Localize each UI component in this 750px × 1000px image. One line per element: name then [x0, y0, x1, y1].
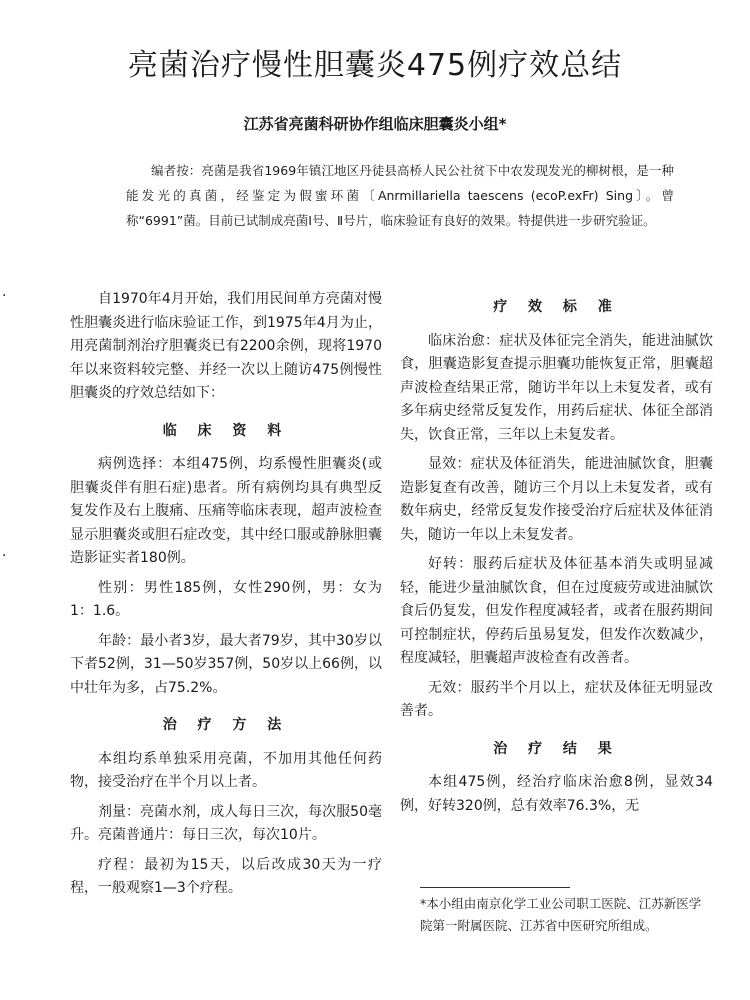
margin-mark: · — [2, 548, 7, 564]
article-title: 亮菌治疗慢性胆囊炎475例疗效总结 — [127, 48, 623, 83]
method-paragraph: 本组均系单独采用亮菌，不加用其他任何药物，接受治疗在半个月以上者。 — [70, 750, 382, 790]
footnote-divider — [420, 887, 570, 888]
cure-criteria-paragraph: 临床治愈：症状及体征完全消失，能进油腻饮食，胆囊造影复查提示胆囊功能恢复正常，胆囊超声波检查结果正常，随访半年以上未复发者，或有多年病史经常反复发作，用药后症状、体征全部消失，饮食正常，三年以上未复发者。 — [400, 332, 713, 443]
section-heading-clinical-data: 临 床 资 料 — [162, 422, 290, 439]
section-heading-treatment-method: 治 疗 方 法 — [162, 717, 290, 733]
article-author: 江苏省亮菌科研协作组临床胆囊炎小组* — [243, 115, 507, 133]
improved-criteria-paragraph: 好转：服药后症状及体征基本消失或明显减轻，能进少量油腻饮食，但在过度疲劳或进油腻饮食后仍复发，但发作程度减轻者，或者在服药期间可控制症状，停药后虽易复发，但发作次数减少，程度减轻，胆囊超声波检查有改善者。 — [400, 556, 713, 666]
age-paragraph: 年龄：最小者3岁，最大者79岁，其中30岁以下者52例，31—50岁357例，50岁以上66例，以中壮年为多，占75.2%。 — [70, 632, 382, 696]
results-paragraph: 本组475例，经治疗临床治愈8例，显效34例，好转320例，总有效率76.3%，无 — [400, 774, 713, 814]
gender-paragraph: 性别：男性185例，女性290例，男：女为1：1.6。 — [70, 579, 382, 619]
case-selection-paragraph: 病例选择：本组475例，均系慢性胆囊炎(或胆囊炎伴有胆石症)患者。所有病例均具有典型反复发作及右上腹痛、压痛等临床表现，超声波检查显示胆囊炎或胆石症改变，其中经口服或静脉胆囊造影证实者180例。 — [70, 456, 382, 566]
section-heading-efficacy-criteria: 疗 效 标 准 — [493, 299, 620, 315]
footnote: *本小组由南京化学工业公司职工医院、江苏新医学院第一附属医院、江苏省中医研究所组成。 — [420, 896, 702, 933]
marked-criteria-paragraph: 显效：症状及体征消失，能进油腻饮食，胆囊造影复查有改善，随访三个月以上未复发者，或有数年病史，经常反复发作接受治疗后症状及体征消失，随访一年以上未复发者。 — [400, 456, 713, 543]
editor-note: 编者按：亮菌是我省1969年镇江地区丹徒县高桥人民公社贫下中农发现发光的柳树根，是一种能发光的真菌，经鉴定为假蜜环菌〔Anrmillariella taescens (ecoP.exFr) Sing〕。曾称“6991”菌。目前已试制成亮菌Ⅰ号、Ⅱ号片，临床验证有良好的效果。特提供进一步研究验证。 — [126, 163, 674, 228]
margin-mark: · — [2, 288, 7, 304]
section-heading-treatment-results: 治 疗 结 果 — [493, 740, 620, 757]
right-column — [400, 288, 713, 818]
dosage-paragraph: 剂量：亮菌水剂，成人每日三次，每次服50毫升。亮菌普通片：每日三次，每次10片。 — [70, 803, 382, 843]
ineffective-criteria-paragraph: 无效：服药半个月以上，症状及体征无明显改善者。 — [400, 679, 713, 719]
course-paragraph: 疗程：最初为15天，以后改成30天为一疗程，一般观察1—3个疗程。 — [70, 856, 382, 896]
left-column — [70, 288, 382, 901]
intro-paragraph: 自1970年4月开始，我们用民间单方亮菌对慢性胆囊炎进行临床验证工作，到1975年4月为止，用亮菌制剂治疗胆囊炎已有2200余例，现将1970年以来资料较完整、并经一次以上随访475例慢性胆囊炎的疗效总结如下： — [70, 291, 382, 401]
